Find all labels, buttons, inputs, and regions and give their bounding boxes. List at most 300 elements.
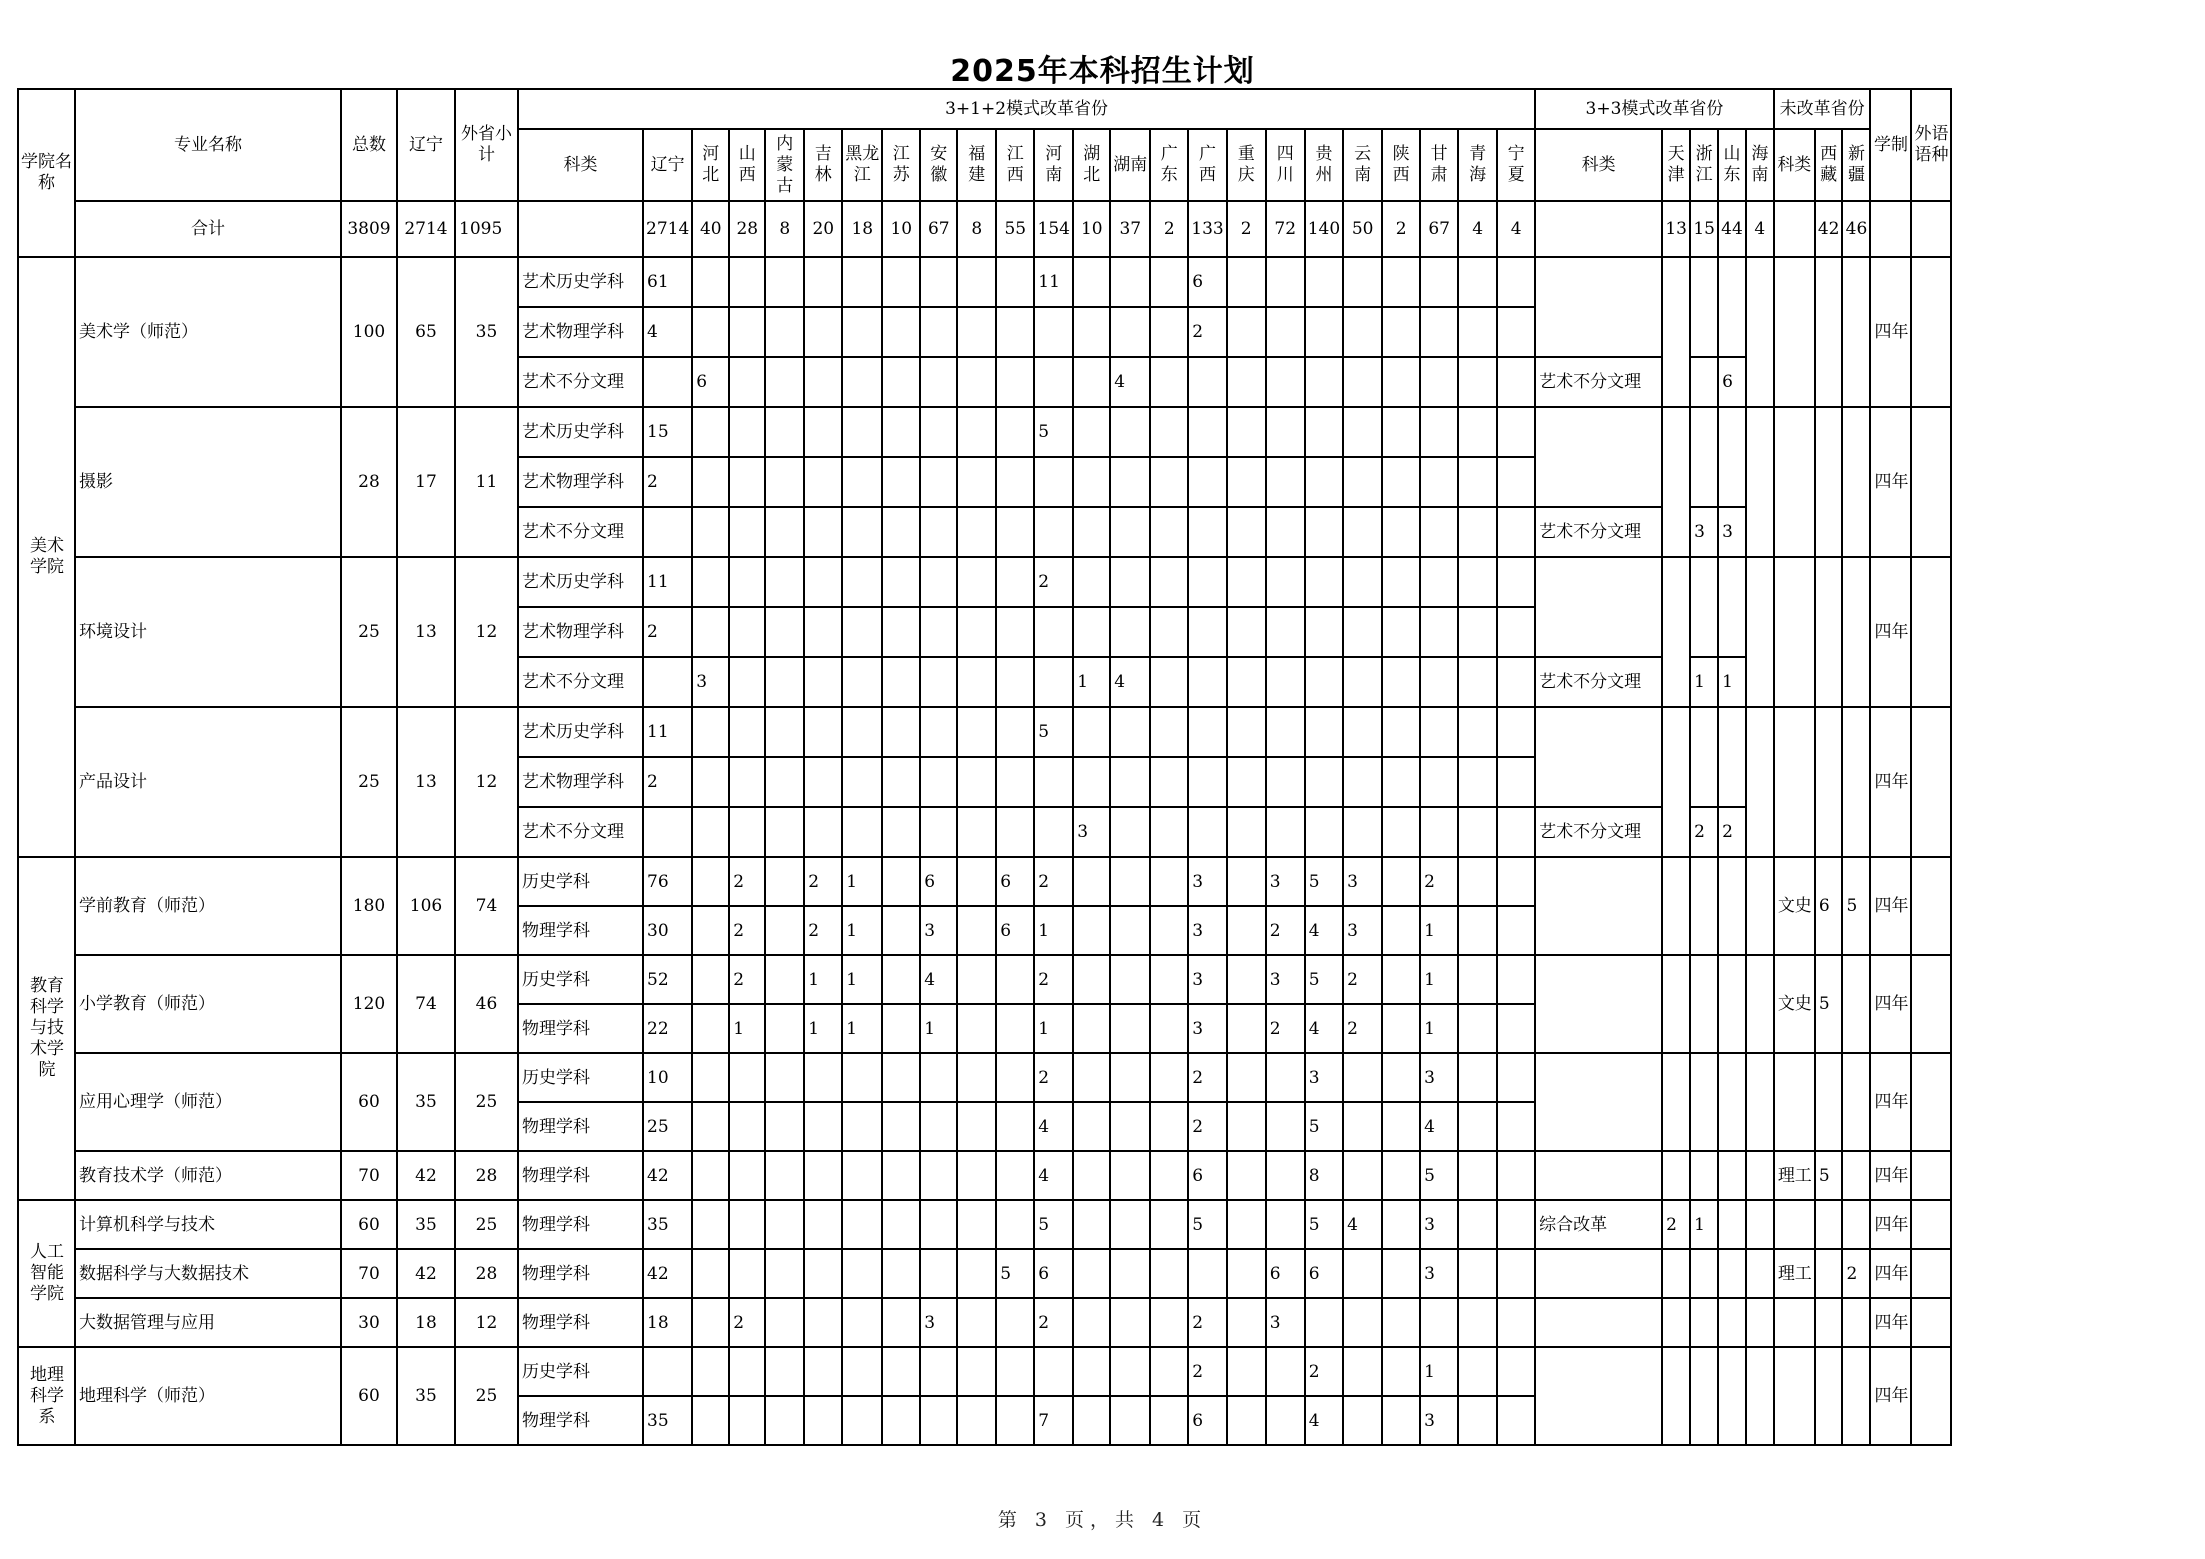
province-quota <box>1497 407 1535 457</box>
province-quota <box>1420 307 1458 357</box>
province-quota <box>1305 407 1343 457</box>
province-quota <box>920 507 957 557</box>
category-312: 艺术不分文理 <box>518 807 643 857</box>
province-quota <box>882 1053 920 1102</box>
province-quota <box>1073 1298 1110 1347</box>
province-quota <box>920 457 957 507</box>
province-quota <box>842 657 882 707</box>
province-quota <box>1690 1298 1718 1347</box>
province-quota <box>882 807 920 857</box>
province-quota: 3 <box>1266 1298 1305 1347</box>
province-quota <box>1227 1249 1266 1298</box>
province-quota <box>1420 1298 1458 1347</box>
province-quota <box>996 307 1034 357</box>
header-province: 辽宁 <box>643 129 692 201</box>
header-province: 山西 <box>729 129 765 201</box>
category-33 <box>1535 407 1662 507</box>
province-quota <box>1382 955 1420 1004</box>
table-row <box>18 407 1951 457</box>
province-quota <box>1110 1004 1150 1053</box>
province-quota <box>1842 1151 1870 1200</box>
province-quota <box>1227 307 1266 357</box>
province-quota <box>842 1151 882 1200</box>
province-quota <box>996 1053 1034 1102</box>
province-quota <box>1382 407 1420 457</box>
province-quota <box>1110 257 1150 307</box>
province-quota <box>1227 906 1266 955</box>
major-name: 美术学（师范） <box>75 257 341 407</box>
province-quota <box>765 557 804 607</box>
province-quota <box>1150 1200 1188 1249</box>
province-quota <box>996 457 1034 507</box>
province-quota <box>842 757 882 807</box>
province-quota <box>1150 807 1188 857</box>
province-quota <box>882 257 920 307</box>
province-quota: 3 <box>1305 1053 1343 1102</box>
province-quota: 6 <box>1305 1249 1343 1298</box>
province-quota <box>765 1053 804 1102</box>
header-province: 黑龙江 <box>842 129 882 201</box>
province-quota <box>1815 407 1843 557</box>
province-quota <box>1266 1102 1305 1151</box>
header-province: 贵州 <box>1305 129 1343 201</box>
header-outside-subtotal: 外省小计 <box>455 89 518 201</box>
province-quota <box>1227 955 1266 1004</box>
province-quota <box>1420 357 1458 407</box>
totals-value: 133 <box>1188 201 1226 257</box>
province-quota <box>996 1102 1034 1151</box>
province-quota <box>1497 307 1535 357</box>
major-liaoning: 65 <box>397 257 455 407</box>
major-name: 环境设计 <box>75 557 341 707</box>
province-quota <box>1458 1102 1497 1151</box>
province-quota <box>882 407 920 457</box>
province-quota: 2 <box>1188 1347 1226 1396</box>
province-quota <box>1382 1249 1420 1298</box>
province-quota <box>1110 757 1150 807</box>
province-quota <box>1746 707 1774 857</box>
province-quota <box>1305 707 1343 757</box>
province-quota <box>1073 1102 1110 1151</box>
major-name: 摄影 <box>75 407 341 557</box>
province-quota <box>1458 357 1497 407</box>
province-quota <box>957 657 996 707</box>
province-quota <box>1382 307 1420 357</box>
province-quota: 2 <box>643 607 692 657</box>
category-312: 艺术物理学科 <box>518 307 643 357</box>
province-quota <box>957 1347 996 1396</box>
province-quota <box>1266 407 1305 457</box>
province-quota <box>1842 257 1870 407</box>
province-quota <box>1662 1298 1690 1347</box>
province-quota <box>882 1298 920 1347</box>
province-quota <box>1458 707 1497 757</box>
province-quota <box>729 307 765 357</box>
province-quota <box>1227 407 1266 457</box>
province-quota <box>842 557 882 607</box>
province-quota <box>957 307 996 357</box>
province-quota <box>1227 857 1266 906</box>
province-quota <box>957 607 996 657</box>
province-quota <box>1227 1004 1266 1053</box>
header-major: 专业名称 <box>75 89 341 201</box>
header-province: 青海 <box>1458 129 1497 201</box>
province-quota <box>957 557 996 607</box>
province-quota <box>1150 757 1188 807</box>
province-quota <box>692 507 729 557</box>
province-quota <box>1266 457 1305 507</box>
province-quota: 3 <box>1343 857 1382 906</box>
province-quota: 22 <box>643 1004 692 1053</box>
province-quota <box>882 955 920 1004</box>
major-outside: 11 <box>455 407 518 557</box>
province-quota <box>920 607 957 657</box>
province-quota <box>729 707 765 757</box>
province-quota: 3 <box>1718 507 1746 557</box>
totals-liaoning: 2714 <box>397 201 455 257</box>
province-quota: 1 <box>804 1004 842 1053</box>
province-quota <box>957 1200 996 1249</box>
header-province: 重庆 <box>1227 129 1266 201</box>
province-quota <box>729 657 765 707</box>
category-unreformed <box>1774 1200 1815 1249</box>
province-quota: 5 <box>1842 857 1870 955</box>
province-quota <box>1227 1102 1266 1151</box>
province-quota: 18 <box>643 1298 692 1347</box>
province-quota <box>1343 707 1382 757</box>
province-quota <box>1497 457 1535 507</box>
province-quota <box>692 1249 729 1298</box>
province-quota <box>920 1249 957 1298</box>
category-312: 物理学科 <box>518 1004 643 1053</box>
province-quota <box>1305 457 1343 507</box>
province-quota <box>729 1200 765 1249</box>
province-quota <box>920 1200 957 1249</box>
province-quota <box>1343 657 1382 707</box>
province-quota <box>1073 607 1110 657</box>
major-outside: 74 <box>455 857 518 955</box>
province-quota <box>1458 407 1497 457</box>
province-quota: 2 <box>1842 1249 1870 1298</box>
province-quota <box>1150 1004 1188 1053</box>
province-quota: 2 <box>729 1298 765 1347</box>
totals-value: 44 <box>1718 201 1746 257</box>
province-quota <box>1458 955 1497 1004</box>
province-quota <box>1662 1249 1690 1298</box>
province-quota <box>1343 507 1382 557</box>
category-312: 物理学科 <box>518 906 643 955</box>
major-outside: 28 <box>455 1249 518 1298</box>
province-quota <box>842 807 882 857</box>
province-quota <box>1458 857 1497 906</box>
province-quota <box>1718 857 1746 955</box>
province-quota <box>1073 1396 1110 1445</box>
province-quota <box>1497 1200 1535 1249</box>
college-name: 人工智能学院 <box>18 1200 75 1347</box>
province-quota <box>729 457 765 507</box>
province-quota <box>1073 857 1110 906</box>
province-quota <box>1382 657 1420 707</box>
province-quota <box>1382 807 1420 857</box>
province-quota: 5 <box>1188 1200 1226 1249</box>
province-quota <box>1420 707 1458 757</box>
province-quota <box>1266 757 1305 807</box>
duration: 四年 <box>1870 1249 1911 1298</box>
province-quota <box>1343 1298 1382 1347</box>
major-outside: 28 <box>455 1151 518 1200</box>
province-quota <box>729 1249 765 1298</box>
province-quota <box>920 1396 957 1445</box>
province-quota <box>1266 607 1305 657</box>
province-quota <box>996 1004 1034 1053</box>
province-quota <box>1266 507 1305 557</box>
header-category-33: 科类 <box>1535 129 1662 201</box>
province-quota: 1 <box>729 1004 765 1053</box>
major-total: 60 <box>341 1200 397 1249</box>
province-quota: 5 <box>1305 955 1343 1004</box>
province-quota <box>1305 257 1343 307</box>
category-33 <box>1535 1053 1662 1151</box>
province-quota <box>882 707 920 757</box>
header-province: 广东 <box>1150 129 1188 201</box>
province-quota <box>729 757 765 807</box>
category-312: 历史学科 <box>518 857 643 906</box>
major-outside: 12 <box>455 1298 518 1347</box>
province-quota <box>1110 1347 1150 1396</box>
province-quota: 2 <box>1188 1102 1226 1151</box>
province-quota <box>1110 906 1150 955</box>
province-quota <box>996 607 1034 657</box>
province-quota <box>765 357 804 407</box>
province-quota <box>996 1347 1034 1396</box>
province-quota: 1 <box>1034 906 1073 955</box>
duration: 四年 <box>1870 1053 1911 1151</box>
province-quota <box>765 1347 804 1396</box>
province-quota: 6 <box>692 357 729 407</box>
province-quota <box>804 757 842 807</box>
province-quota <box>996 757 1034 807</box>
province-quota <box>692 257 729 307</box>
province-quota <box>1458 1004 1497 1053</box>
province-quota <box>957 757 996 807</box>
province-quota <box>1073 1249 1110 1298</box>
province-quota <box>1718 557 1746 657</box>
table-row <box>18 257 1951 307</box>
major-total: 120 <box>341 955 397 1053</box>
province-quota <box>804 257 842 307</box>
duration: 四年 <box>1870 1200 1911 1249</box>
province-quota <box>1227 557 1266 607</box>
province-quota <box>804 507 842 557</box>
province-quota: 2 <box>804 857 842 906</box>
province-quota <box>1227 1396 1266 1445</box>
province-quota <box>957 807 996 857</box>
province-quota <box>1305 357 1343 407</box>
province-quota <box>1110 707 1150 757</box>
province-quota <box>1305 757 1343 807</box>
province-quota <box>1227 657 1266 707</box>
province-quota <box>1382 857 1420 906</box>
province-quota <box>1690 1053 1718 1151</box>
language <box>1911 1151 1951 1200</box>
province-quota <box>804 1396 842 1445</box>
category-312: 物理学科 <box>518 1151 643 1200</box>
header-province: 河南 <box>1034 129 1073 201</box>
totals-language <box>1911 201 1951 257</box>
province-quota: 4 <box>1343 1200 1382 1249</box>
province-quota <box>1150 1102 1188 1151</box>
major-liaoning: 74 <box>397 955 455 1053</box>
province-quota <box>692 607 729 657</box>
province-quota <box>1227 1347 1266 1396</box>
major-name: 小学教育（师范） <box>75 955 341 1053</box>
province-quota <box>692 1151 729 1200</box>
category-unreformed: 理工 <box>1774 1151 1815 1200</box>
province-quota <box>1150 407 1188 457</box>
province-quota <box>1382 1151 1420 1200</box>
category-33: 艺术不分文理 <box>1535 657 1662 707</box>
province-quota <box>882 1004 920 1053</box>
province-quota <box>1497 657 1535 707</box>
province-quota: 5 <box>1420 1151 1458 1200</box>
province-quota <box>1073 307 1110 357</box>
totals-total: 3809 <box>341 201 397 257</box>
header-liaoning: 辽宁 <box>397 89 455 201</box>
category-33 <box>1535 857 1662 955</box>
header-province: 陕西 <box>1382 129 1420 201</box>
province-quota: 6 <box>996 906 1034 955</box>
province-quota <box>1110 307 1150 357</box>
province-quota: 4 <box>1110 357 1150 407</box>
province-quota <box>1073 457 1110 507</box>
province-quota <box>1150 307 1188 357</box>
province-quota: 5 <box>1815 1151 1843 1200</box>
province-quota <box>1718 257 1746 357</box>
province-quota <box>729 357 765 407</box>
province-quota <box>1073 357 1110 407</box>
province-quota <box>692 757 729 807</box>
major-liaoning: 42 <box>397 1249 455 1298</box>
province-quota <box>1150 1347 1188 1396</box>
province-quota <box>643 357 692 407</box>
province-quota: 2 <box>1188 1053 1226 1102</box>
province-quota <box>1305 1298 1343 1347</box>
language <box>1911 407 1951 557</box>
category-unreformed <box>1774 707 1815 857</box>
province-quota <box>1034 507 1073 557</box>
province-quota <box>1150 1151 1188 1200</box>
language <box>1911 1249 1951 1298</box>
province-quota <box>1110 607 1150 657</box>
major-total: 60 <box>341 1347 397 1445</box>
province-quota <box>1266 1396 1305 1445</box>
province-quota <box>1746 1347 1774 1445</box>
province-quota <box>996 257 1034 307</box>
header-group-33: 3+3模式改革省份 <box>1535 89 1774 129</box>
province-quota: 2 <box>1343 1004 1382 1053</box>
province-quota: 10 <box>643 1053 692 1102</box>
province-quota <box>1746 257 1774 407</box>
province-quota <box>1343 757 1382 807</box>
province-quota <box>1382 557 1420 607</box>
province-quota <box>1842 1298 1870 1347</box>
province-quota: 5 <box>996 1249 1034 1298</box>
header-province: 海南 <box>1746 129 1774 201</box>
totals-value: 42 <box>1815 201 1843 257</box>
table-row <box>18 955 1951 1004</box>
province-quota <box>1458 507 1497 557</box>
major-name: 计算机科学与技术 <box>75 1200 341 1249</box>
header-category-312: 科类 <box>518 129 643 201</box>
header-province: 浙江 <box>1690 129 1718 201</box>
category-33: 艺术不分文理 <box>1535 357 1662 407</box>
province-quota <box>882 607 920 657</box>
category-312: 物理学科 <box>518 1200 643 1249</box>
province-quota <box>1343 307 1382 357</box>
college-name: 美术学院 <box>18 257 75 857</box>
province-quota <box>1382 1200 1420 1249</box>
province-quota <box>1343 1249 1382 1298</box>
province-quota <box>1188 457 1226 507</box>
province-quota: 1 <box>1073 657 1110 707</box>
province-quota <box>1188 1249 1226 1298</box>
province-quota <box>1420 657 1458 707</box>
province-quota <box>1746 1151 1774 1200</box>
category-unreformed <box>1774 557 1815 707</box>
province-quota <box>1110 955 1150 1004</box>
province-quota <box>1305 557 1343 607</box>
category-312: 物理学科 <box>518 1102 643 1151</box>
province-quota <box>729 1396 765 1445</box>
province-quota <box>882 906 920 955</box>
totals-value: 18 <box>842 201 882 257</box>
province-quota <box>1266 707 1305 757</box>
province-quota: 4 <box>643 307 692 357</box>
province-quota <box>1382 607 1420 657</box>
province-quota <box>1458 757 1497 807</box>
province-quota <box>1497 1151 1535 1200</box>
category-unreformed <box>1774 1053 1815 1151</box>
header-province: 西藏 <box>1815 129 1843 201</box>
duration: 四年 <box>1870 1347 1911 1445</box>
province-quota <box>765 657 804 707</box>
category-312: 艺术不分文理 <box>518 507 643 557</box>
category-unreformed <box>1774 257 1815 407</box>
province-quota: 6 <box>1034 1249 1073 1298</box>
province-quota <box>1110 1102 1150 1151</box>
category-unreformed <box>1774 1298 1815 1347</box>
duration: 四年 <box>1870 857 1911 955</box>
province-quota <box>692 1298 729 1347</box>
totals-value: 2 <box>1227 201 1266 257</box>
province-quota <box>1266 1200 1305 1249</box>
totals-value: 4 <box>1458 201 1497 257</box>
province-quota <box>692 1053 729 1102</box>
province-quota <box>692 557 729 607</box>
province-quota <box>920 1102 957 1151</box>
province-quota <box>1815 1249 1843 1298</box>
category-33: 艺术不分文理 <box>1535 807 1662 857</box>
province-quota <box>1662 707 1690 857</box>
province-quota <box>882 1102 920 1151</box>
province-quota <box>1420 607 1458 657</box>
totals-value: 8 <box>957 201 996 257</box>
province-quota <box>765 457 804 507</box>
category-unreformed: 文史 <box>1774 955 1815 1053</box>
province-quota <box>882 507 920 557</box>
province-quota <box>1662 857 1690 955</box>
province-quota <box>643 807 692 857</box>
